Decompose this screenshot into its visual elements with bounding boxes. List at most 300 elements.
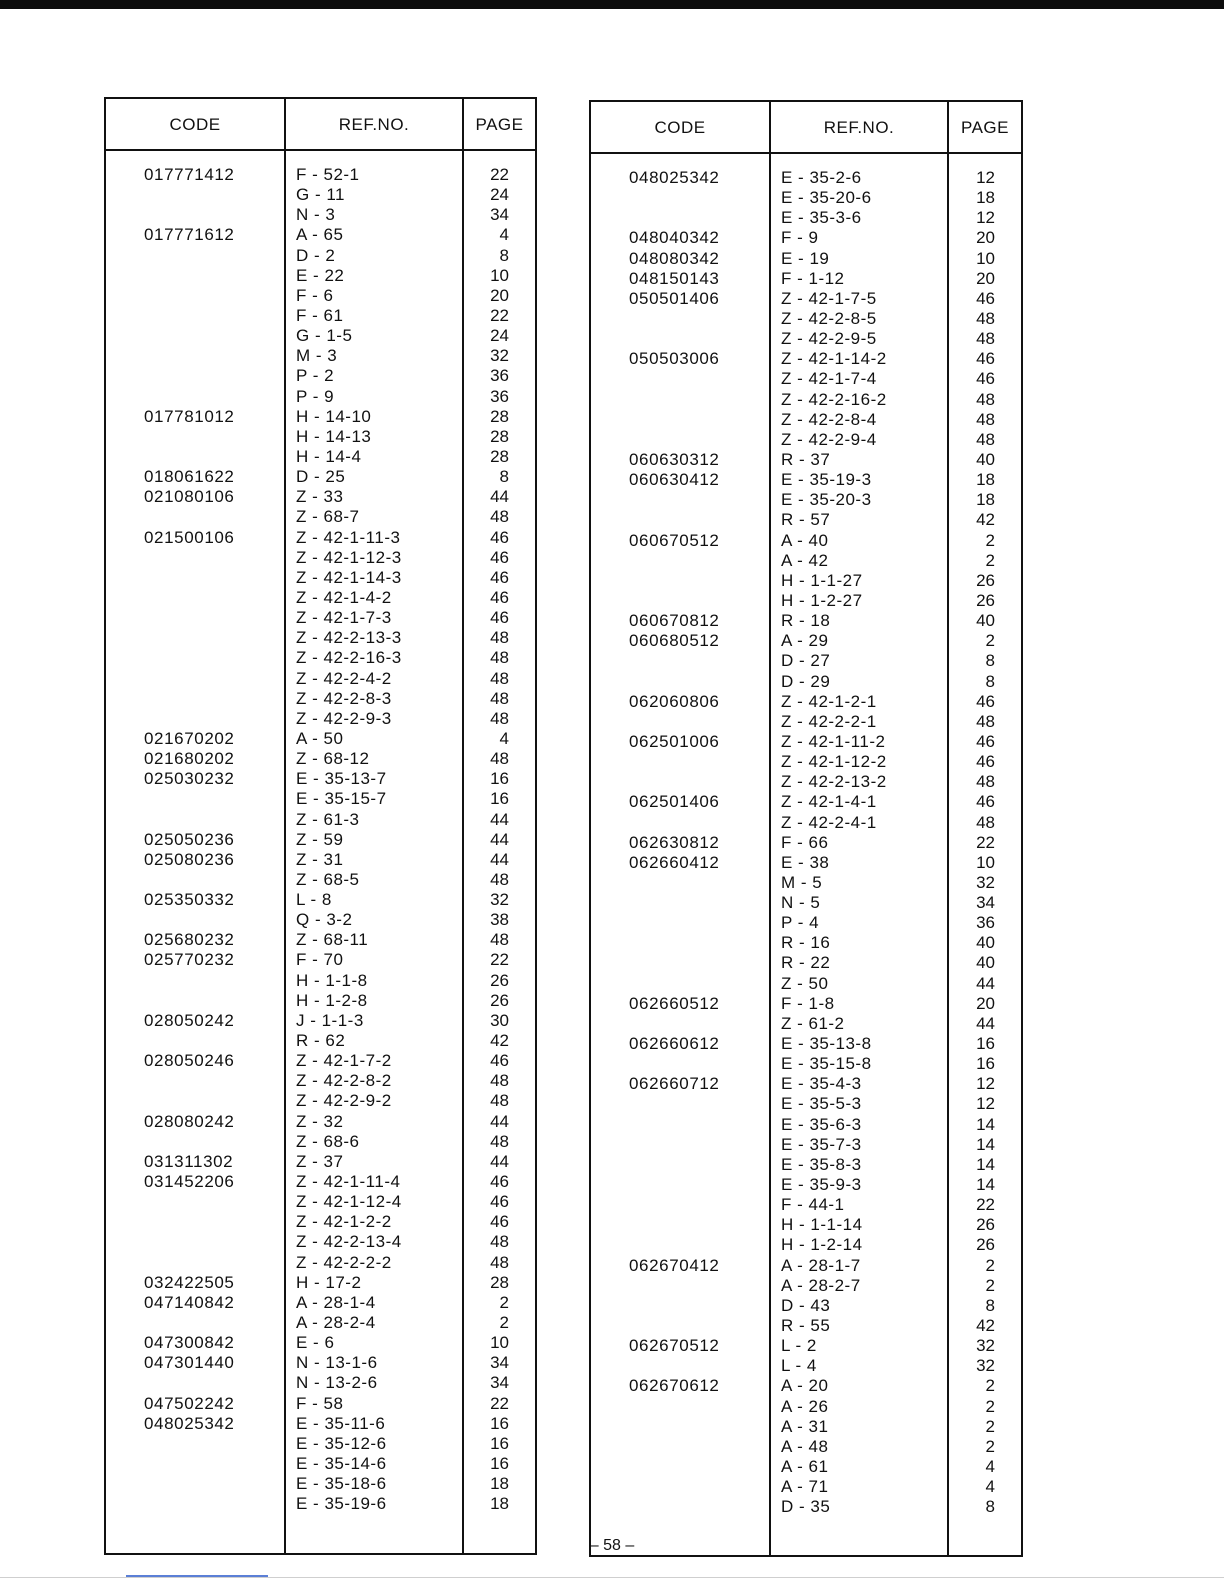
page-cell: 44 <box>490 809 509 829</box>
table-row <box>106 1011 535 1031</box>
ref-no-cell: N - 5 <box>781 893 821 913</box>
table-body <box>591 168 1021 1517</box>
table-row <box>106 467 535 487</box>
page-cell: 46 <box>490 1051 509 1071</box>
ref-no-cell: Z - 42-2-13-4 <box>296 1232 402 1252</box>
ref-no-cell: G - 11 <box>296 185 345 205</box>
page-cell: 48 <box>976 772 995 792</box>
ref-no-cell: Z - 33 <box>296 487 344 507</box>
table-row <box>591 450 1021 470</box>
code-cell: 028080242 <box>144 1111 235 1131</box>
ref-no-cell: H - 14-10 <box>296 406 372 426</box>
ref-no-cell: A - 48 <box>781 1436 829 1456</box>
code-cell: 025050236 <box>144 829 235 849</box>
ref-no-cell: E - 35-6-3 <box>781 1114 862 1134</box>
ref-no-cell: L - 4 <box>781 1356 817 1376</box>
table-row <box>106 447 535 467</box>
ref-no-cell: A - 28-1-7 <box>781 1255 861 1275</box>
page-cell: 36 <box>976 913 995 933</box>
code-cell: 025080236 <box>144 849 235 869</box>
table-row <box>591 410 1021 430</box>
ref-no-cell: Z - 42-1-4-1 <box>781 792 877 812</box>
page-cell: 40 <box>976 449 995 469</box>
page-cell: 30 <box>490 1010 509 1030</box>
page-cell: 8 <box>499 245 509 265</box>
code-cell: 047502242 <box>144 1393 235 1413</box>
page-cell: 46 <box>490 547 509 567</box>
code-cell: 021080106 <box>144 487 235 507</box>
code-cell: 060670512 <box>629 530 720 550</box>
ref-no-cell: Z - 68-6 <box>296 1131 360 1151</box>
blue-underline-mark <box>126 1575 268 1577</box>
page-cell: 48 <box>976 429 995 449</box>
page-cell: 2 <box>985 1396 995 1416</box>
table-row <box>591 933 1021 953</box>
table-row <box>591 1215 1021 1235</box>
page-cell: 18 <box>490 1494 509 1514</box>
code-cell: 048040342 <box>629 228 720 248</box>
ref-no-cell: E - 35-15-8 <box>781 1054 872 1074</box>
table-row <box>106 991 535 1011</box>
ref-no-cell: E - 35-2-6 <box>781 168 862 187</box>
ref-no-cell: A - 28-2-4 <box>296 1313 376 1333</box>
ref-no-cell: F - 44-1 <box>781 1195 845 1215</box>
page-cell: 44 <box>490 487 509 507</box>
ref-no-cell: E - 35-5-3 <box>781 1094 862 1114</box>
table-row <box>591 732 1021 752</box>
page-cell: 46 <box>490 1172 509 1192</box>
table-row <box>106 950 535 970</box>
table-row <box>106 1313 535 1333</box>
ref-no-cell: D - 25 <box>296 467 346 487</box>
table-row <box>106 628 535 648</box>
table-row <box>106 1474 535 1494</box>
ref-no-cell: Z - 42-2-16-2 <box>781 389 887 409</box>
parts-index-table-right <box>589 100 1023 1557</box>
ref-no-cell: Z - 42-2-8-4 <box>781 409 877 429</box>
table-row <box>106 1414 535 1434</box>
table-row <box>106 910 535 930</box>
ref-no-cell: E - 35-7-3 <box>781 1134 862 1154</box>
page-cell: 22 <box>976 1195 995 1215</box>
code-cell: 062660412 <box>629 852 720 872</box>
table-row <box>106 346 535 366</box>
table-row <box>591 329 1021 349</box>
table-row <box>106 830 535 850</box>
table-row <box>106 749 535 769</box>
ref-no-cell: Z - 42-1-7-2 <box>296 1051 392 1071</box>
table-row <box>106 810 535 830</box>
ref-no-cell: Z - 42-1-14-2 <box>781 349 887 369</box>
table-row <box>106 1112 535 1132</box>
ref-no-cell: A - 26 <box>781 1396 829 1416</box>
ref-no-cell: R - 55 <box>781 1316 831 1336</box>
ref-no-cell: P - 2 <box>296 366 335 386</box>
page-bottom-edge <box>0 1577 1224 1578</box>
table-row <box>591 188 1021 208</box>
table-row <box>106 769 535 789</box>
ref-no-cell: F - 9 <box>781 228 819 248</box>
page-cell: 32 <box>976 872 995 892</box>
page-cell: 42 <box>490 1031 509 1051</box>
page-cell: 2 <box>985 1376 995 1396</box>
page-cell: 2 <box>985 1255 995 1275</box>
table-row <box>591 1417 1021 1437</box>
ref-no-cell: E - 35-3-6 <box>781 208 862 228</box>
table-row <box>106 205 535 225</box>
ref-no-cell: F - 52-1 <box>296 165 360 184</box>
ref-no-cell: P - 9 <box>296 386 335 406</box>
table-row <box>106 1172 535 1192</box>
table-row <box>591 1155 1021 1175</box>
code-cell: 028050242 <box>144 1010 235 1030</box>
table-row <box>591 1175 1021 1195</box>
page-cell: 42 <box>976 510 995 530</box>
ref-no-cell: R - 16 <box>781 933 831 953</box>
page-cell: 8 <box>985 651 995 671</box>
ref-no-cell: E - 38 <box>781 852 830 872</box>
table-row <box>591 1296 1021 1316</box>
code-cell: 017781012 <box>144 406 235 426</box>
code-cell: 025350332 <box>144 890 235 910</box>
table-row <box>106 1434 535 1454</box>
code-cell: 047301440 <box>144 1353 235 1373</box>
ref-no-cell: A - 40 <box>781 530 829 550</box>
page-cell: 46 <box>976 752 995 772</box>
page-cell: 8 <box>985 1497 995 1517</box>
table-row <box>591 853 1021 873</box>
page-cell: 44 <box>490 829 509 849</box>
table-row <box>591 1034 1021 1054</box>
table-row <box>106 1071 535 1091</box>
ref-no-cell: N - 13-1-6 <box>296 1353 378 1373</box>
page-cell: 48 <box>976 409 995 429</box>
table-row <box>106 608 535 628</box>
table-row <box>106 1132 535 1152</box>
table-row <box>106 507 535 527</box>
table-row <box>591 631 1021 651</box>
page-cell: 48 <box>490 1131 509 1151</box>
page-cell: 46 <box>976 369 995 389</box>
ref-no-cell: Z - 61-2 <box>781 1013 845 1033</box>
page-cell: 48 <box>490 869 509 889</box>
page-cell: 36 <box>490 366 509 386</box>
ref-no-cell: H - 1-2-8 <box>296 990 368 1010</box>
ref-no-cell: Z - 42-2-8-3 <box>296 688 392 708</box>
ref-no-cell: G - 1-5 <box>296 326 353 346</box>
table-row <box>591 208 1021 228</box>
ref-no-cell: H - 14-13 <box>296 426 372 446</box>
ref-no-cell: A - 61 <box>781 1457 829 1476</box>
ref-no-cell: E - 35-19-6 <box>296 1494 387 1514</box>
table-row <box>591 672 1021 692</box>
page-cell: 22 <box>490 165 509 184</box>
page-cell: 20 <box>976 228 995 248</box>
table-row <box>591 752 1021 772</box>
scan-top-border <box>0 0 1224 9</box>
page-cell: 4 <box>985 1477 995 1497</box>
table-row <box>591 1397 1021 1417</box>
ref-no-cell: E - 35-20-3 <box>781 490 872 510</box>
ref-no-cell: F - 6 <box>296 285 334 305</box>
ref-no-cell: R - 57 <box>781 510 831 530</box>
ref-no-cell: Z - 42-2-8-2 <box>296 1071 392 1091</box>
ref-no-cell: A - 20 <box>781 1376 829 1396</box>
page-cell: 22 <box>976 832 995 852</box>
page-cell: 46 <box>490 1212 509 1232</box>
ref-no-cell: Z - 42-2-2-1 <box>781 711 877 731</box>
ref-no-cell: E - 35-18-6 <box>296 1474 387 1494</box>
ref-no-cell: N - 13-2-6 <box>296 1373 378 1393</box>
page-cell: 4 <box>499 225 509 245</box>
page-cell: 16 <box>490 1413 509 1433</box>
table-row <box>591 1115 1021 1135</box>
table-row <box>591 470 1021 490</box>
code-cell: 048025342 <box>144 1413 235 1433</box>
code-cell: 047300842 <box>144 1333 235 1353</box>
table-row <box>106 306 535 326</box>
page-cell: 48 <box>490 1071 509 1091</box>
ref-no-cell: L - 8 <box>296 890 332 910</box>
ref-no-cell: E - 35-9-3 <box>781 1175 862 1195</box>
page-cell: 24 <box>490 326 509 346</box>
ref-no-cell: D - 2 <box>296 245 336 265</box>
page-cell: 22 <box>490 305 509 325</box>
code-cell: 062670412 <box>629 1255 720 1275</box>
code-cell: 031311302 <box>144 1151 234 1171</box>
page-cell: 48 <box>490 1232 509 1252</box>
ref-no-cell: E - 35-19-3 <box>781 470 872 490</box>
table-row <box>106 890 535 910</box>
page-cell: 32 <box>976 1356 995 1376</box>
table-row <box>591 772 1021 792</box>
table-row <box>106 709 535 729</box>
page-cell: 44 <box>490 1151 509 1171</box>
table-row <box>106 225 535 245</box>
table-row <box>106 1091 535 1111</box>
page-cell: 8 <box>985 1295 995 1315</box>
table-row <box>106 1373 535 1393</box>
ref-no-cell: Z - 42-2-13-2 <box>781 772 887 792</box>
page-cell: 48 <box>976 389 995 409</box>
table-row <box>106 548 535 568</box>
table-row <box>591 1135 1021 1155</box>
table-row <box>591 1457 1021 1477</box>
page-cell: 44 <box>490 849 509 869</box>
ref-no-cell: Z - 42-1-12-4 <box>296 1192 402 1212</box>
page-cell: 26 <box>976 1215 995 1235</box>
page-cell: 34 <box>976 893 995 913</box>
table-row <box>106 1232 535 1252</box>
ref-no-cell: Z - 42-1-11-4 <box>296 1172 401 1192</box>
page-cell: 46 <box>490 587 509 607</box>
page-cell: 36 <box>490 386 509 406</box>
page-cell: 16 <box>976 1054 995 1074</box>
ref-no-cell: E - 35-8-3 <box>781 1154 862 1174</box>
table-row <box>106 648 535 668</box>
table-row <box>591 249 1021 269</box>
table-row <box>591 1316 1021 1336</box>
table-row <box>106 850 535 870</box>
ref-no-cell: Z - 68-5 <box>296 869 360 889</box>
page-cell: 2 <box>985 550 995 570</box>
ref-no-cell: L - 2 <box>781 1336 817 1356</box>
page-cell: 44 <box>976 1013 995 1033</box>
table-row <box>106 387 535 407</box>
ref-no-cell: F - 66 <box>781 832 829 852</box>
table-row <box>106 1051 535 1071</box>
code-cell: 060670812 <box>629 611 720 631</box>
ref-no-cell: D - 27 <box>781 651 831 671</box>
ref-no-cell: Z - 42-1-2-1 <box>781 691 877 711</box>
table-row <box>591 1356 1021 1376</box>
ref-no-cell: M - 3 <box>296 346 338 366</box>
table-row <box>106 266 535 286</box>
ref-no-cell: Z - 42-2-16-3 <box>296 648 402 668</box>
page-cell: 26 <box>490 990 509 1010</box>
ref-no-cell: Z - 42-2-9-2 <box>296 1091 392 1111</box>
table-row <box>106 1192 535 1212</box>
page-cell: 32 <box>976 1336 995 1356</box>
ref-no-cell: Z - 42-1-12-2 <box>781 752 887 772</box>
ref-no-cell: Z - 42-2-4-1 <box>781 812 877 832</box>
code-cell: 032422505 <box>144 1272 235 1292</box>
ref-no-cell: Z - 42-1-11-3 <box>296 527 401 547</box>
code-cell: 050503006 <box>629 349 720 369</box>
page-cell: 46 <box>976 349 995 369</box>
table-row <box>591 974 1021 994</box>
ref-no-cell: H - 17-2 <box>296 1272 362 1292</box>
table-row <box>106 1394 535 1414</box>
page-cell: 28 <box>490 1272 509 1292</box>
code-cell: 062670612 <box>629 1376 720 1396</box>
ref-no-cell: Z - 42-1-7-3 <box>296 608 392 628</box>
ref-no-cell: A - 29 <box>781 631 829 651</box>
table-row <box>591 1195 1021 1215</box>
page-cell: 16 <box>490 769 509 789</box>
table-row <box>591 813 1021 833</box>
page-cell: 8 <box>499 467 509 487</box>
page-cell: 32 <box>490 890 509 910</box>
ref-no-cell: Z - 42-2-4-2 <box>296 668 392 688</box>
ref-no-cell: A - 65 <box>296 225 344 245</box>
table-row <box>591 510 1021 530</box>
ref-no-cell: D - 35 <box>781 1497 831 1517</box>
table-row <box>591 651 1021 671</box>
page-cell: 44 <box>490 1111 509 1131</box>
page-cell: 2 <box>985 1436 995 1456</box>
page-cell: 12 <box>976 208 995 228</box>
table-row <box>106 870 535 890</box>
page-cell: 48 <box>490 749 509 769</box>
page-cell: 38 <box>490 910 509 930</box>
table-header <box>591 102 1021 154</box>
table-row <box>591 168 1021 188</box>
page-cell: 2 <box>985 1416 995 1436</box>
ref-no-cell: Z - 68-11 <box>296 930 369 950</box>
ref-no-cell: Z - 42-1-4-2 <box>296 587 392 607</box>
ref-no-cell: E - 35-12-6 <box>296 1433 387 1453</box>
page-cell: 14 <box>976 1154 995 1174</box>
code-cell: 062670512 <box>629 1336 720 1356</box>
page-cell: 16 <box>976 1034 995 1054</box>
header-ref-no: REF.NO. <box>823 118 895 137</box>
table-row <box>106 528 535 548</box>
table-row <box>106 1152 535 1172</box>
page-cell: 18 <box>976 188 995 208</box>
ref-no-cell: H - 14-4 <box>296 446 362 466</box>
ref-no-cell: H - 1-2-14 <box>781 1235 863 1255</box>
code-cell: 060630312 <box>629 449 720 469</box>
page-cell: 18 <box>490 1474 509 1494</box>
page-cell: 48 <box>976 329 995 349</box>
table-row <box>106 1454 535 1474</box>
page-cell: 34 <box>490 1373 509 1393</box>
code-cell: 025030232 <box>144 769 235 789</box>
page-cell: 32 <box>490 346 509 366</box>
page-cell: 48 <box>976 812 995 832</box>
ref-no-cell: R - 18 <box>781 611 831 631</box>
table-body <box>106 165 535 1514</box>
page-cell: 48 <box>976 308 995 328</box>
ref-no-cell: Z - 42-1-12-3 <box>296 547 402 567</box>
table-row <box>106 1031 535 1051</box>
table-row <box>591 430 1021 450</box>
page-cell: 14 <box>976 1134 995 1154</box>
code-cell: 018061622 <box>144 467 235 487</box>
table-row <box>591 994 1021 1014</box>
code-cell: 017771612 <box>144 225 235 245</box>
code-cell: 060680512 <box>629 631 720 651</box>
page-cell: 20 <box>490 285 509 305</box>
code-cell: 028050246 <box>144 1051 235 1071</box>
ref-no-cell: Z - 42-2-13-3 <box>296 628 402 648</box>
ref-no-cell: J - 1-1-3 <box>296 1010 364 1030</box>
table-row <box>591 953 1021 973</box>
table-row <box>106 1273 535 1293</box>
page-cell: 20 <box>976 993 995 1013</box>
ref-no-cell: R - 62 <box>296 1031 346 1051</box>
ref-no-cell: Z - 37 <box>296 1151 344 1171</box>
code-cell: 050501406 <box>629 288 720 308</box>
table-row <box>591 369 1021 389</box>
table-row <box>106 1212 535 1232</box>
page-cell: 4 <box>499 728 509 748</box>
page-cell: 8 <box>985 671 995 691</box>
table-row <box>591 1014 1021 1034</box>
table-row <box>591 1074 1021 1094</box>
table-row <box>591 289 1021 309</box>
page-cell: 46 <box>490 527 509 547</box>
table-row <box>106 487 535 507</box>
table-row <box>106 185 535 205</box>
code-cell: 062660512 <box>629 993 720 1013</box>
page-cell: 10 <box>490 265 509 285</box>
code-cell: 060630412 <box>629 470 720 490</box>
ref-no-cell: H - 1-1-27 <box>781 570 863 590</box>
page-cell: 46 <box>976 792 995 812</box>
table-row <box>591 913 1021 933</box>
ref-no-cell: Z - 42-2-9-5 <box>781 329 877 349</box>
page-cell: 46 <box>976 731 995 751</box>
code-cell: 062501006 <box>629 731 720 751</box>
page-cell: 18 <box>976 490 995 510</box>
table-row <box>106 246 535 266</box>
page-cell: 46 <box>490 567 509 587</box>
page-cell: 48 <box>490 1091 509 1111</box>
ref-no-cell: Z - 32 <box>296 1111 344 1131</box>
code-cell: 062060806 <box>629 691 720 711</box>
